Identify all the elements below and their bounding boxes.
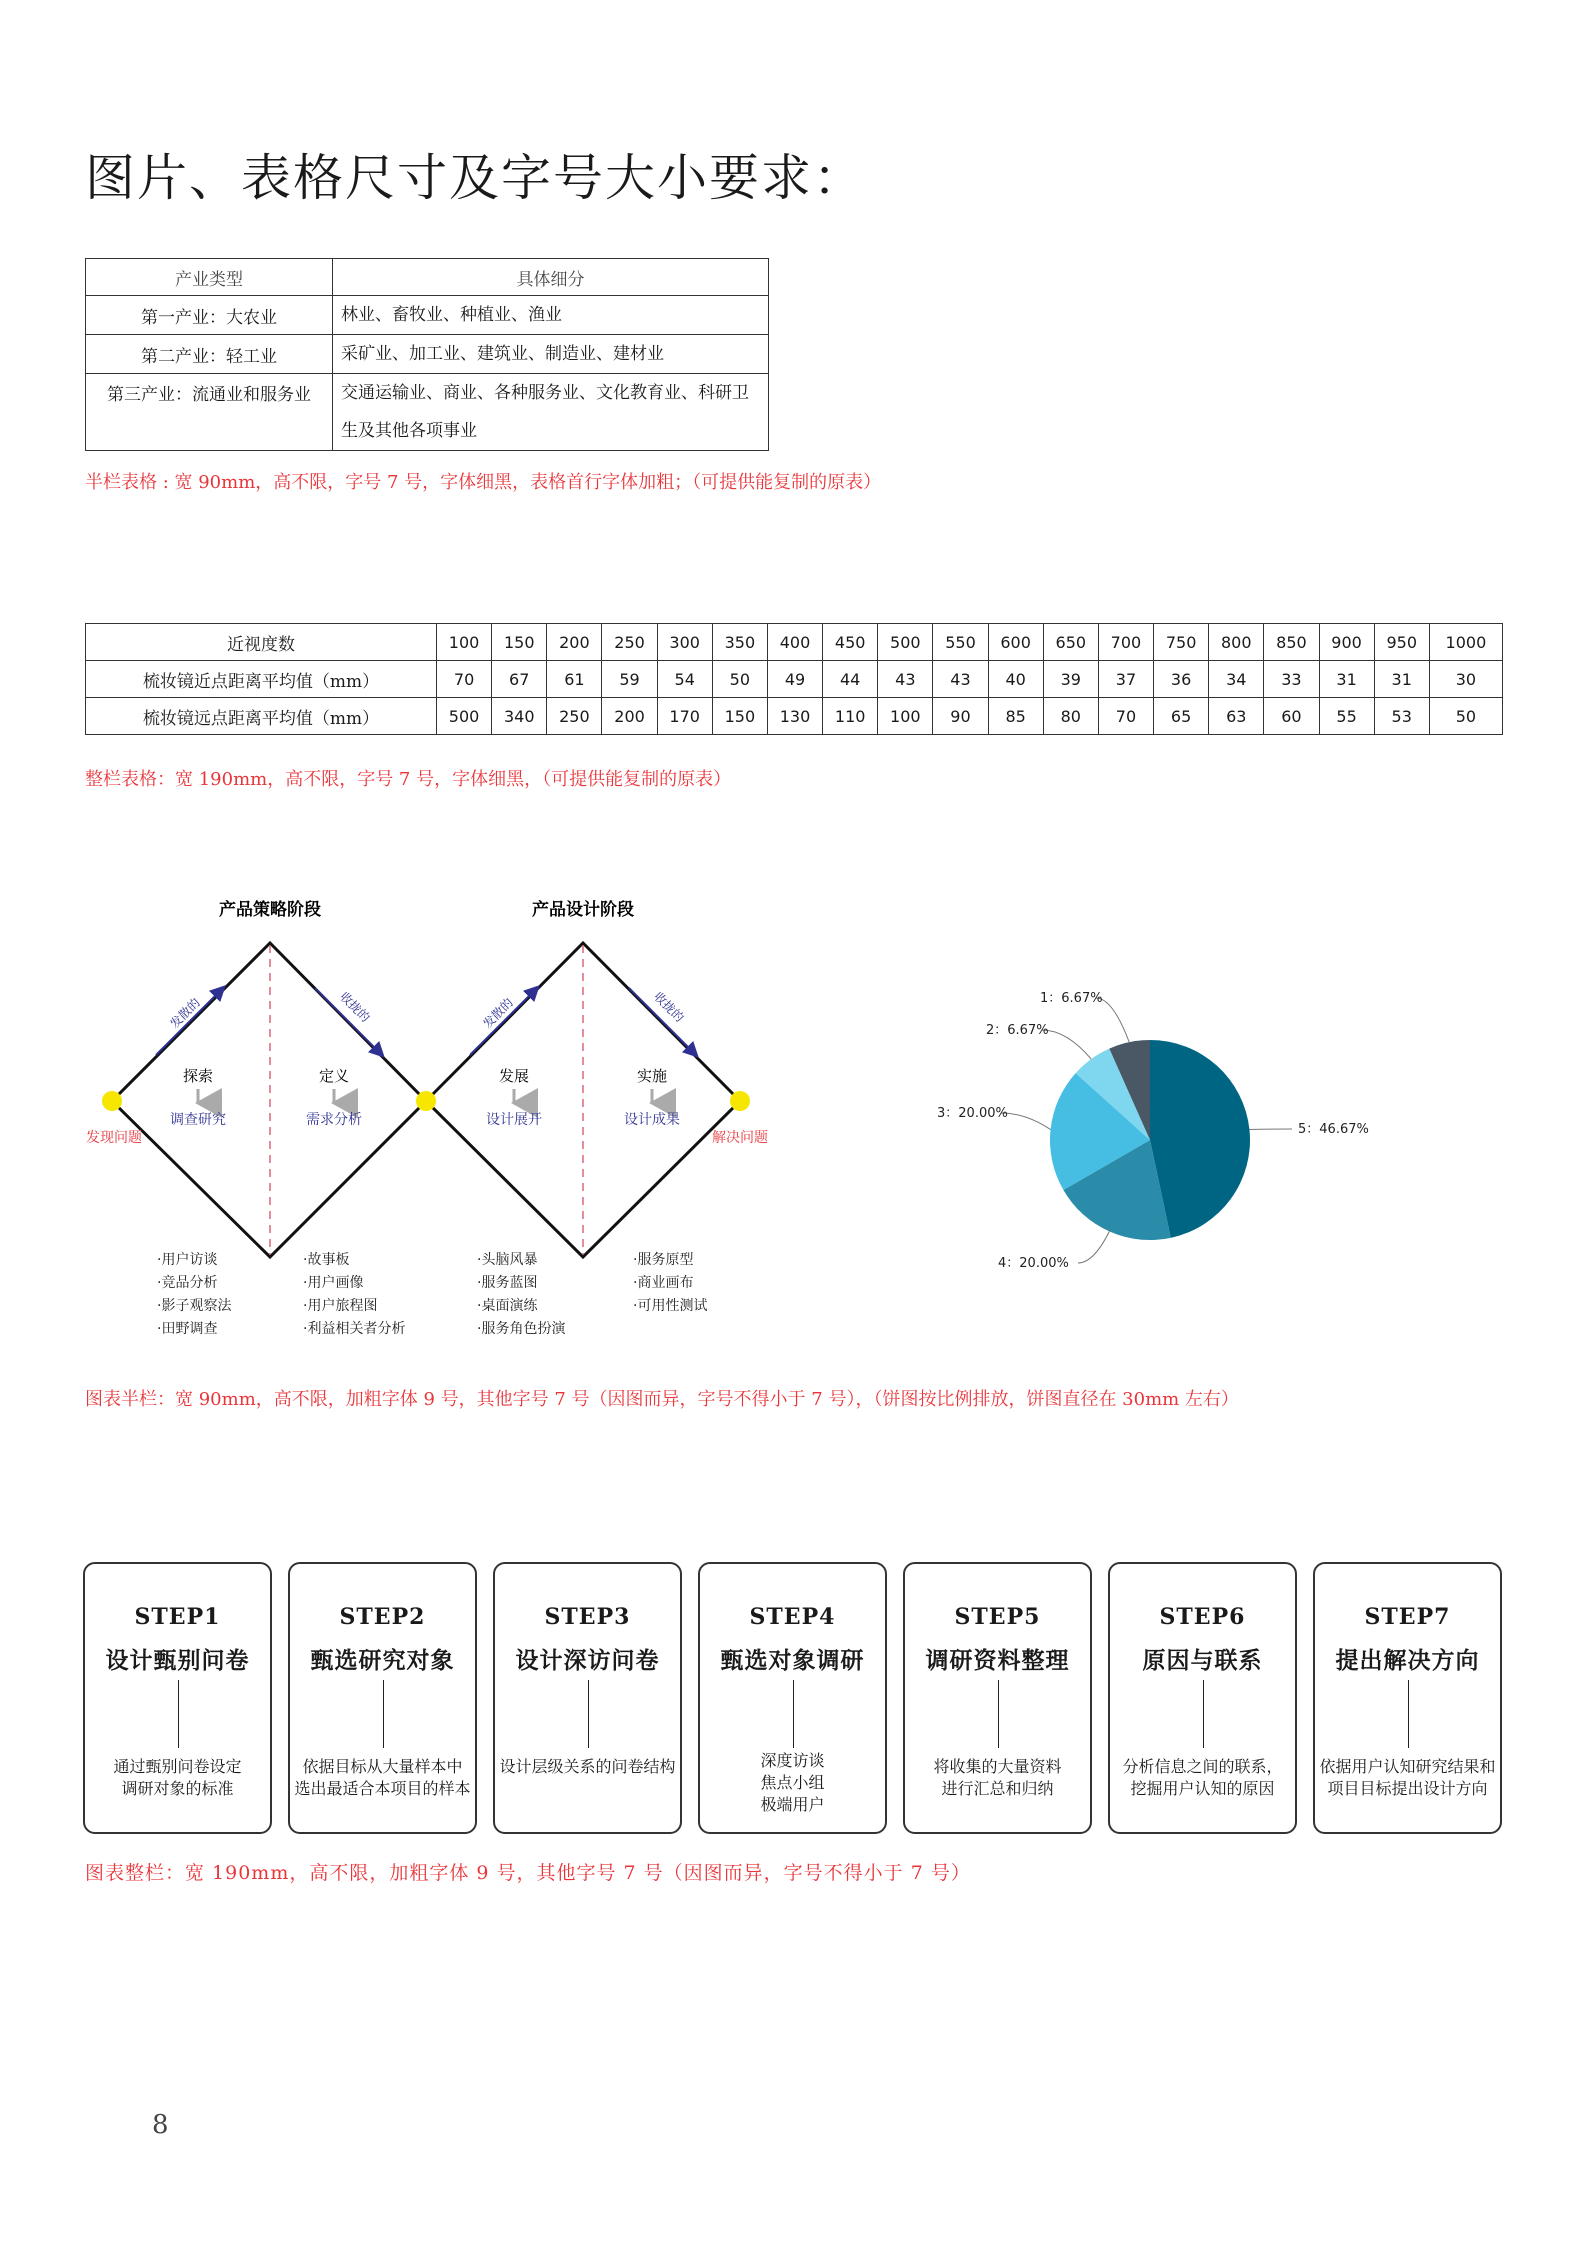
method-item: ·桌面演练 [477, 1298, 538, 1314]
step-number: STEP2 [339, 1604, 426, 1630]
converge-label: 收拢的 [337, 989, 373, 1025]
method-item: ·用户旅程图 [303, 1298, 378, 1314]
near-cell: 34 [1209, 661, 1264, 698]
near-cell: 59 [602, 661, 657, 698]
degree-cell: 650 [1043, 624, 1098, 661]
page-number: 8 [152, 2110, 169, 2140]
degree-cell: 200 [547, 624, 602, 661]
near-cell: 43 [933, 661, 988, 698]
phase-name: 探索 [182, 1067, 214, 1085]
methods-define [303, 1251, 405, 1337]
diverge-label: 发散的 [480, 995, 516, 1031]
industry-type-cell: 第二产业：轻工业 [86, 335, 333, 374]
degree-cell: 950 [1374, 624, 1429, 661]
step-card-3 [493, 1562, 682, 1834]
step-name: 调研资料整理 [925, 1647, 1070, 1674]
start-label: 发现问题 [86, 1130, 142, 1146]
far-cell: 340 [492, 698, 547, 735]
method-item: ·服务蓝图 [477, 1275, 538, 1291]
near-cell: 31 [1319, 661, 1374, 698]
step-desc: 设计层级关系的问卷结构 [499, 1757, 676, 1776]
phase-name: 定义 [318, 1067, 350, 1085]
degree-cell: 250 [602, 624, 657, 661]
degree-cell: 150 [492, 624, 547, 661]
degree-cell: 100 [437, 624, 492, 661]
pie-chart [900, 960, 1420, 1290]
near-cell: 54 [657, 661, 712, 698]
method-item: ·可用性测试 [633, 1298, 708, 1314]
far-cell: 53 [1374, 698, 1429, 735]
near-cell: 50 [712, 661, 767, 698]
far-cell: 63 [1209, 698, 1264, 735]
degree-cell: 450 [823, 624, 878, 661]
far-cell: 500 [437, 698, 492, 735]
near-cell: 39 [1043, 661, 1098, 698]
pie-label-4: 4：20.00% [998, 1256, 1069, 1271]
degree-cell: 850 [1264, 624, 1319, 661]
step-name: 提出解决方向 [1335, 1647, 1480, 1674]
near-cell: 43 [878, 661, 933, 698]
start-dot [102, 1091, 122, 1111]
step-desc: 分析信息之间的联系， 挖掘用户认知的原因 [1122, 1757, 1283, 1798]
step-name: 甄选研究对象 [310, 1647, 455, 1674]
step-desc: 依据目标从大量样本中 选出最适合本项目的样本 [294, 1757, 471, 1798]
industry-detail-cell: 林业、畜牧业、种植业、渔业 [333, 296, 769, 335]
step-name: 原因与联系 [1142, 1647, 1263, 1674]
method-item: ·服务角色扮演 [477, 1321, 566, 1337]
phase-name: 发展 [498, 1067, 530, 1085]
step-number: STEP7 [1364, 1604, 1451, 1630]
diverge-label: 发散的 [167, 995, 203, 1031]
header-industry-type: 产业类型 [86, 259, 333, 296]
page-title: 图片、表格尺寸及字号大小要求： [85, 149, 865, 207]
method-item: ·用户画像 [303, 1275, 364, 1291]
full-table-note: 整栏表格：宽 190mm，高不限，字号 7 号，字体细黑，（可提供能复制的原表） [85, 769, 732, 790]
industry-table [85, 258, 769, 451]
near-cell: 40 [988, 661, 1043, 698]
step-desc: 通过甄别问卷设定 调研对象的标准 [113, 1757, 242, 1798]
far-cell: 130 [767, 698, 822, 735]
step-divider [793, 1680, 794, 1748]
converge-label: 收拢的 [651, 989, 687, 1025]
row-label: 梳妆镜远点距离平均值（mm） [86, 698, 437, 735]
phase-sub: 设计成果 [624, 1112, 680, 1128]
pie-label-2: 2：6.67% [986, 1023, 1049, 1038]
step-number: STEP3 [544, 1604, 631, 1630]
method-item: ·利益相关者分析 [303, 1321, 406, 1337]
full-chart-note: 图表整栏：宽 190mm，高不限，加粗字体 9 号，其他字号 7 号（因图而异，字号不得小于 7 号） [85, 1862, 971, 1884]
diamond-left [112, 943, 426, 1257]
table-row [86, 296, 769, 335]
step-divider [383, 1680, 384, 1748]
degree-row [86, 624, 1503, 661]
phase-define [306, 1067, 362, 1128]
step-card-2 [288, 1562, 477, 1834]
step-name: 设计深访问卷 [515, 1647, 660, 1674]
pie-leader-line [1249, 1129, 1292, 1130]
far-cell: 90 [933, 698, 988, 735]
degree-cell: 550 [933, 624, 988, 661]
industry-detail-cell: 交通运输业、商业、各种服务业、文化教育业、科研卫生及其他各项事业 [333, 374, 769, 451]
far-cell: 50 [1429, 698, 1502, 735]
near-cell: 61 [547, 661, 602, 698]
near-cell: 36 [1154, 661, 1209, 698]
degree-cell: 600 [988, 624, 1043, 661]
phase-develop [486, 1067, 542, 1128]
pie-leader-line [1001, 1113, 1051, 1130]
phase-name: 实施 [636, 1067, 668, 1085]
near-cell: 33 [1264, 661, 1319, 698]
method-item: ·影子观察法 [157, 1298, 232, 1314]
methods-deliver [633, 1251, 707, 1314]
phase-explore [170, 1067, 226, 1128]
step-card-6 [1108, 1562, 1297, 1834]
near-cell: 44 [823, 661, 878, 698]
degree-cell: 750 [1154, 624, 1209, 661]
far-cell: 110 [823, 698, 878, 735]
phase-sub: 设计展开 [486, 1112, 542, 1128]
industry-type-cell: 第一产业：大农业 [86, 296, 333, 335]
near-cell: 70 [437, 661, 492, 698]
method-item: ·竞品分析 [157, 1275, 218, 1291]
far-cell: 100 [878, 698, 933, 735]
phase-sub: 需求分析 [306, 1112, 362, 1128]
phase-deliver [624, 1067, 680, 1128]
far-point-row [86, 698, 1503, 735]
step-number: STEP4 [749, 1604, 836, 1630]
near-cell: 31 [1374, 661, 1429, 698]
step-divider [588, 1680, 589, 1748]
near-point-row [86, 661, 1503, 698]
step-desc: 依据用户认知研究结果和 项目目标提出设计方向 [1319, 1757, 1496, 1798]
pie-label-3: 3：20.00% [937, 1106, 1008, 1121]
method-item: ·头脑风暴 [477, 1252, 538, 1268]
far-cell: 250 [547, 698, 602, 735]
degree-cell: 400 [767, 624, 822, 661]
step-card-4 [698, 1562, 887, 1834]
double-diamond-diagram [80, 890, 780, 1350]
far-cell: 60 [1264, 698, 1319, 735]
step-divider [1408, 1680, 1409, 1748]
phase-sub: 调查研究 [170, 1112, 226, 1128]
end-label: 解决问题 [712, 1130, 768, 1146]
pie-label-1: 1：6.67% [1040, 991, 1103, 1006]
degree-cell: 900 [1319, 624, 1374, 661]
step-card-5 [903, 1562, 1092, 1834]
half-chart-note: 图表半栏：宽 90mm，高不限，加粗字体 9 号，其他字号 7 号（因图而异，字号不得小于 7 号），（饼图按比例排放，饼图直径在 30mm 左右） [85, 1389, 1239, 1410]
degree-cell: 350 [712, 624, 767, 661]
near-cell: 67 [492, 661, 547, 698]
method-item: ·故事板 [303, 1252, 350, 1268]
near-cell: 37 [1098, 661, 1153, 698]
pie-slice-5 [1150, 1040, 1250, 1238]
near-cell: 49 [767, 661, 822, 698]
step-number: STEP6 [1159, 1604, 1246, 1630]
table-header-row [86, 259, 769, 296]
far-cell: 170 [657, 698, 712, 735]
degree-cell: 500 [878, 624, 933, 661]
step-name: 甄选对象调研 [720, 1647, 865, 1674]
far-cell: 70 [1098, 698, 1153, 735]
table-row [86, 335, 769, 374]
step-card-7 [1313, 1562, 1502, 1834]
mid-dot [416, 1091, 436, 1111]
methods-develop [477, 1251, 567, 1337]
step-desc: 深度访谈 焦点小组 极端用户 [760, 1751, 825, 1814]
degree-cell: 300 [657, 624, 712, 661]
industry-detail-cell: 采矿业、加工业、建筑业、制造业、建材业 [333, 335, 769, 374]
near-cell: 30 [1429, 661, 1502, 698]
far-cell: 80 [1043, 698, 1098, 735]
industry-type-cell: 第三产业：流通业和服务业 [86, 374, 333, 451]
stage2-title: 产品设计阶段 [532, 900, 634, 920]
methods-explore [157, 1252, 232, 1337]
far-cell: 65 [1154, 698, 1209, 735]
table-row [86, 374, 769, 451]
far-cell: 200 [602, 698, 657, 735]
step-desc: 将收集的大量资料 进行汇总和归纳 [933, 1757, 1062, 1798]
step-divider [178, 1680, 179, 1748]
far-cell: 55 [1319, 698, 1374, 735]
method-item: ·田野调查 [157, 1321, 218, 1337]
half-table-note: 半栏表格 : 宽 90mm，高不限，字号 7 号，字体细黑，表格首行字体加粗；（可提供能复制的原表） [85, 472, 882, 493]
method-item: ·用户访谈 [157, 1252, 218, 1268]
degree-cell: 800 [1209, 624, 1264, 661]
step-number: STEP5 [954, 1604, 1041, 1630]
row-label: 近视度数 [86, 624, 437, 661]
degree-cell: 700 [1098, 624, 1153, 661]
step-name: 设计甄别问卷 [105, 1647, 250, 1674]
step-number: STEP1 [134, 1604, 221, 1630]
degree-cell: 1000 [1429, 624, 1502, 661]
step-divider [1203, 1680, 1204, 1748]
header-detail: 具体细分 [333, 259, 769, 296]
far-cell: 150 [712, 698, 767, 735]
stage1-title: 产品策略阶段 [219, 900, 321, 920]
end-dot [730, 1091, 750, 1111]
method-item: ·服务原型 [633, 1252, 694, 1268]
method-item: ·商业画布 [633, 1275, 694, 1291]
step-divider [998, 1680, 999, 1748]
pie-label-5: 5：46.67% [1298, 1122, 1369, 1137]
step-card-1 [83, 1562, 272, 1834]
pie-leader-line [1078, 1231, 1109, 1263]
far-cell: 85 [988, 698, 1043, 735]
row-label: 梳妆镜近点距离平均值（mm） [86, 661, 437, 698]
pie-leader-line [1042, 1030, 1091, 1059]
myopia-table [85, 623, 1503, 735]
